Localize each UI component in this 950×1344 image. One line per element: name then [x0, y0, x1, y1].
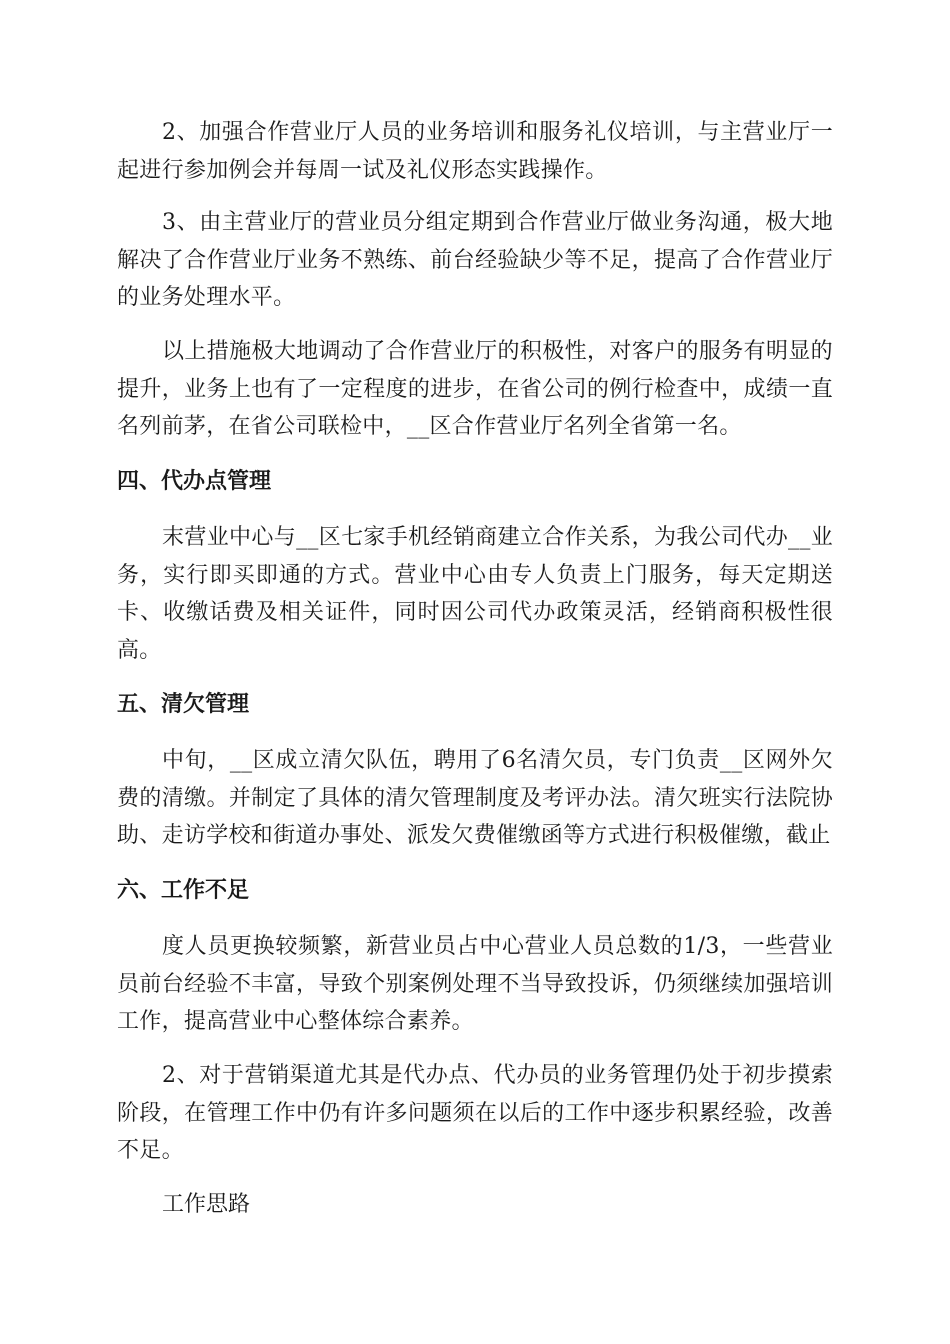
paragraph-staff-turnover: 度人员更换较频繁，新营业员占中心营业人员总数的1/3，一些营业员前台经验不丰富，导致个别案例处理不当导致投诉，仍须继续加强培训工作，提高营业中心整体综合素养。: [117, 934, 833, 1034]
paragraph-training: 2、加强合作营业厅人员的业务培训和服务礼仪培训，与主营业厅一起进行参加例会并每周一试及礼仪形态实践操作。: [117, 120, 833, 183]
heading-shortcomings: 六、工作不足: [117, 878, 250, 903]
paragraph-debt-collection: 中旬，__区成立清欠队伍，聘用了6名清欠员，专门负责__区网外欠费的清缴。并制定了具体的清欠管理制度及考评办法。清欠班实行法院协助、走访学校和街道办事处、派发欠费催缴函等方式进行积极催缴，截止: [117, 748, 833, 848]
paragraph-channel-management: 2、对于营销渠道尤其是代办点、代办员的业务管理仍处于初步摸索阶段，在管理工作中仍有许多问题须在以后的工作中逐步积累经验，改善不足。: [117, 1063, 833, 1163]
paragraph-business-communication: 3、由主营业厅的营业员分组定期到合作营业厅做业务沟通，极大地解决了合作营业厅业务不熟练、前台经验缺少等不足，提高了合作营业厅的业务处理水平。: [117, 210, 833, 310]
paragraph-measures-result: 以上措施极大地调动了合作营业厅的积极性，对客户的服务有明显的提升，业务上也有了一定程度的进步，在省公司的例行检查中，成绩一直名列前茅，在省公司联检中，__区合作营业厅名列全省第一名。: [117, 339, 833, 439]
paragraph-work-ideas: 工作思路: [162, 1192, 251, 1217]
paragraph-agency-management: 末营业中心与__区七家手机经销商建立合作关系，为我公司代办__业务，实行即买即通的方式。营业中心由专人负责上门服务，每天定期送卡、收缴话费及相关证件，同时因公司代办政策灵活，经销商积极性很高。: [117, 525, 833, 663]
heading-agency-management: 四、代办点管理: [117, 469, 272, 494]
heading-debt-collection: 五、清欠管理: [117, 692, 250, 717]
